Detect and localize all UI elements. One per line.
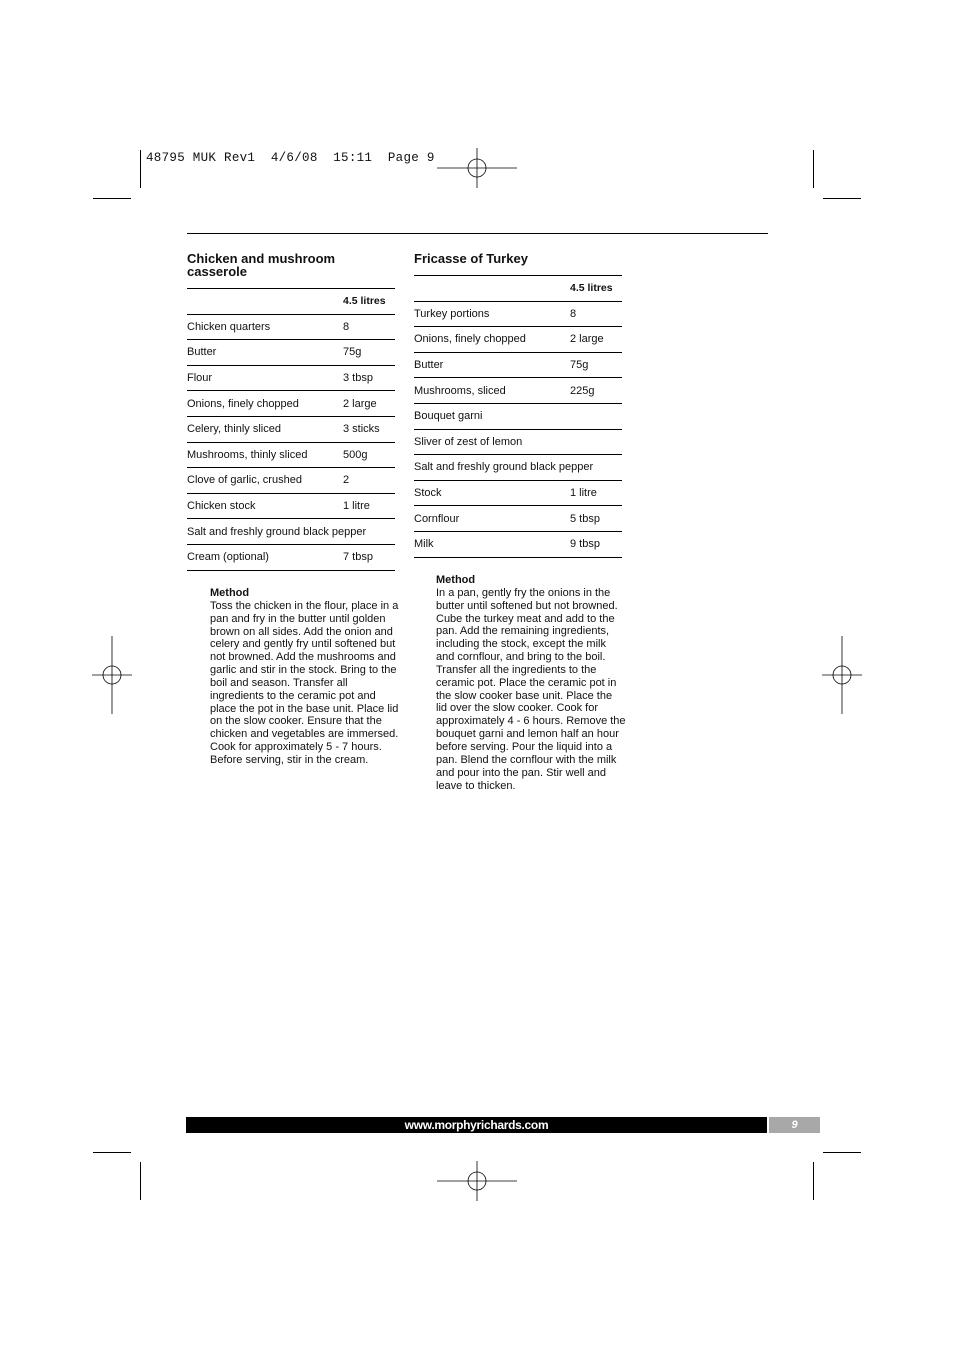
ingredients-table	[187, 288, 395, 571]
ingredient-name: Onions, finely chopped	[414, 327, 570, 353]
table-row	[187, 519, 395, 545]
table-row	[187, 365, 395, 391]
ingredient-name: Mushrooms, thinly sliced	[187, 442, 343, 468]
crop-mark	[140, 150, 141, 188]
table-row	[187, 391, 395, 417]
ingredient-quantity: 1 litre	[570, 480, 622, 506]
ingredient-quantity: 2 large	[570, 327, 622, 353]
table-row	[187, 493, 395, 519]
ingredient-name: Stock	[414, 480, 570, 506]
ingredient-name: Salt and freshly ground black pepper	[414, 455, 622, 481]
table-row	[187, 416, 395, 442]
recipe-title: Chicken and mushroom casserole	[187, 251, 336, 279]
print-slug: 48795 MUK Rev1 4/6/08 15:11 Page 9	[146, 151, 435, 165]
ingredient-quantity: 9 tbsp	[570, 531, 622, 557]
table-row	[414, 403, 622, 429]
table-row	[414, 429, 622, 455]
table-header-row	[414, 276, 622, 302]
crop-mark	[140, 1162, 141, 1200]
ingredient-name: Turkey portions	[414, 301, 570, 327]
method-heading: Method	[210, 587, 250, 599]
footer-url: www.morphyrichards.com	[404, 1118, 549, 1132]
table-row	[187, 314, 395, 340]
ingredient-name: Flour	[187, 365, 343, 391]
ingredient-name: Salt and freshly ground black pepper	[187, 519, 395, 545]
ingredient-quantity: 75g	[570, 352, 622, 378]
table-row	[414, 480, 622, 506]
method-text: Toss the chicken in the flour, place in a pan and fry in the butter until golden brown on all sides. Add the onion and celery and gently fry until softened but not browned. Add the mushrooms and garlic and stir in the stock. Bring to the boil and season. Transfer all ingredients to the ceramic pot and place the pot in the base unit. Place lid on the slow cooker. Ensure that the chicken and vegetables are immersed. Cook for approximately 5 - 7 hours. Before serving, stir in the cream.	[210, 599, 399, 766]
table-row	[414, 531, 622, 557]
footer-url-bar	[186, 1117, 767, 1133]
method-heading: Method	[436, 574, 476, 586]
recipe-fricasse-turkey	[414, 252, 622, 558]
ingredient-quantity: 75g	[343, 340, 395, 366]
table-row	[187, 468, 395, 494]
ingredient-name: Butter	[414, 352, 570, 378]
ingredient-name: Butter	[187, 340, 343, 366]
ingredient-name: Sliver of zest of lemon	[414, 429, 622, 455]
ingredient-name: Milk	[414, 531, 570, 557]
capacity-header: 4.5 litres	[343, 289, 395, 315]
ingredient-name: Cornflour	[414, 506, 570, 532]
table-row	[414, 327, 622, 353]
registration-mark-icon	[437, 148, 517, 188]
table-row	[414, 506, 622, 532]
ingredient-quantity: 3 sticks	[343, 416, 395, 442]
ingredient-name: Celery, thinly sliced	[187, 416, 343, 442]
ingredients-table	[414, 275, 622, 558]
recipe-title: Fricasse of Turkey	[414, 251, 528, 266]
ingredient-name: Chicken quarters	[187, 314, 343, 340]
header-rule	[187, 233, 768, 234]
registration-mark-icon	[822, 636, 862, 714]
registration-mark-icon	[92, 636, 132, 714]
capacity-header: 4.5 litres	[570, 276, 622, 302]
ingredient-quantity: 225g	[570, 378, 622, 404]
ingredient-quantity: 5 tbsp	[570, 506, 622, 532]
table-row	[414, 378, 622, 404]
table-row	[414, 352, 622, 378]
crop-mark	[823, 198, 861, 199]
table-row	[187, 544, 395, 570]
table-row	[187, 340, 395, 366]
ingredient-quantity: 7 tbsp	[343, 544, 395, 570]
table-row	[414, 301, 622, 327]
ingredient-quantity: 8	[343, 314, 395, 340]
ingredient-name: Onions, finely chopped	[187, 391, 343, 417]
ingredient-name: Cream (optional)	[187, 544, 343, 570]
ingredient-quantity: 1 litre	[343, 493, 395, 519]
table-row	[414, 455, 622, 481]
crop-mark	[813, 150, 814, 188]
table-row	[187, 442, 395, 468]
ingredient-name: Chicken stock	[187, 493, 343, 519]
ingredient-quantity: 2	[343, 468, 395, 494]
crop-mark	[813, 1162, 814, 1200]
ingredient-quantity: 2 large	[343, 391, 395, 417]
page-number: 9	[769, 1117, 820, 1133]
crop-mark	[93, 1152, 131, 1153]
method-section	[210, 587, 400, 767]
recipe-chicken-mushroom	[187, 252, 395, 571]
ingredient-quantity: 500g	[343, 442, 395, 468]
crop-mark	[823, 1152, 861, 1153]
ingredient-name: Mushrooms, sliced	[414, 378, 570, 404]
ingredient-quantity: 8	[570, 301, 622, 327]
registration-mark-icon	[437, 1161, 517, 1201]
ingredient-quantity: 3 tbsp	[343, 365, 395, 391]
method-text: In a pan, gently fry the onions in the butter until softened but not browned. Cube the turkey meat and add to the pan. Add the remaining ingredients, including the stock, except the milk and cornflour, and bring to the boil. Transfer all the ingredients to the ceramic pot. Place the ceramic pot in the slow cooker base unit. Place the lid over the slow cooker. Cook for approximately 4 - 6 hours. Remove the bouquet garni and lemon half an hour before serving. Pour the liquid into a pan. Blend the cornflour with the milk and pour into the pan. Stir well and leave to thicken.	[436, 586, 626, 792]
method-section	[436, 574, 626, 792]
crop-mark	[93, 198, 131, 199]
table-header-row	[187, 289, 395, 315]
ingredient-name: Clove of garlic, crushed	[187, 468, 343, 494]
ingredient-name: Bouquet garni	[414, 403, 622, 429]
